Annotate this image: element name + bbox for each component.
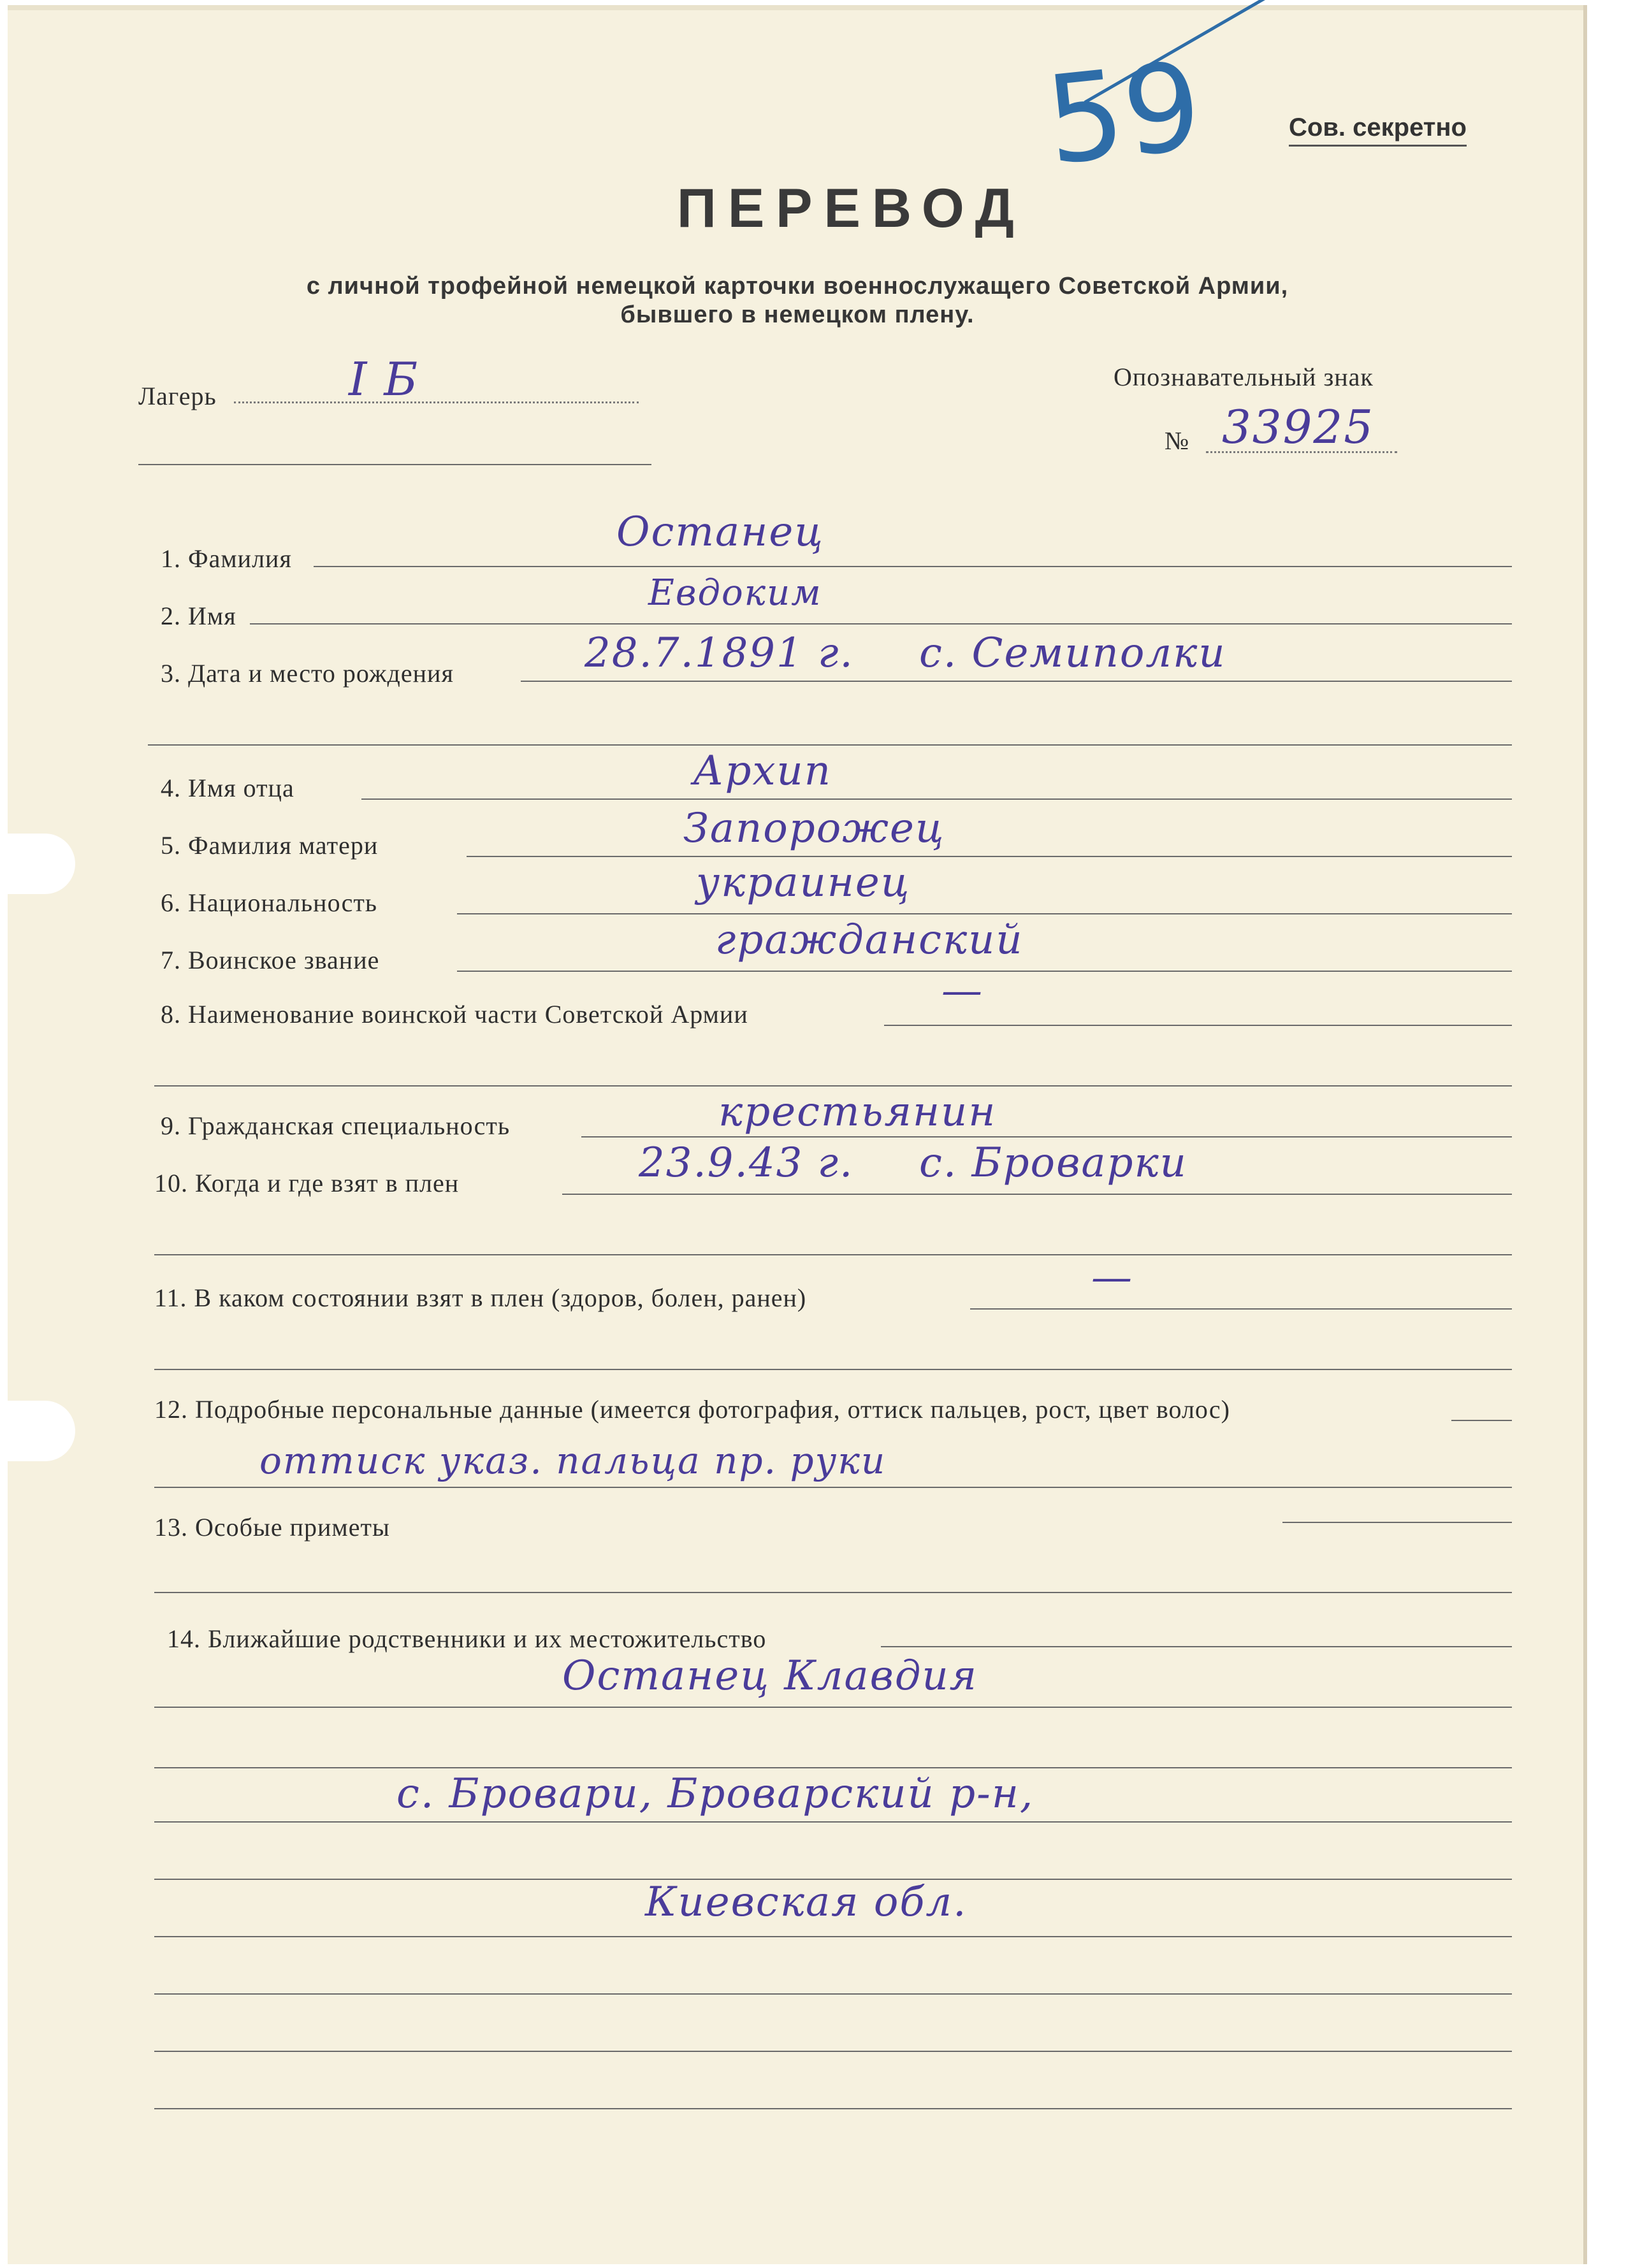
field-14-address-line1: с. Бровари, Броварский р-н, (396, 1770, 1034, 1817)
field-10-place-value: с. Броварки (919, 1139, 1187, 1187)
field-5-line (467, 856, 1512, 857)
field-4-value: Архип (693, 748, 832, 795)
field-3-date-value: 28.7.1891 г. (584, 630, 854, 677)
rule-line (138, 464, 651, 465)
field-4-line (361, 798, 1512, 800)
field-7-label: 7. Воинское звание (161, 946, 380, 974)
field-1-value: Останец (616, 509, 824, 556)
field-11-line (970, 1308, 1512, 1310)
field-2-value: Евдоким (648, 572, 822, 614)
rule-line (148, 744, 1512, 746)
rule-line (154, 1821, 1512, 1823)
field-12-value: оттиск указ. пальца пр. руки (259, 1439, 887, 1482)
field-14-address-line2: Киевская обл. (645, 1879, 968, 1926)
field-12-line (1451, 1420, 1512, 1421)
archive-stamp-number: 59 (1040, 35, 1208, 192)
camp-dotted-line (234, 401, 639, 403)
classification-label: Сов. секретно (1289, 113, 1467, 147)
field-5-label: 5. Фамилия матери (161, 831, 379, 860)
rule-line (154, 1085, 1512, 1087)
field-10-date-value: 23.9.43 г. (639, 1139, 854, 1187)
field-8-value: — (941, 967, 984, 1015)
field-3-line (521, 681, 1512, 682)
rule-line (154, 1936, 1512, 1937)
camp-label: Лагерь (138, 382, 217, 410)
rule-line (154, 1369, 1512, 1370)
field-7-line (457, 971, 1512, 972)
field-1-line (314, 566, 1512, 567)
field-2-line (250, 623, 1512, 625)
field-11-value: — (1091, 1254, 1133, 1301)
field-6-line (457, 913, 1512, 914)
rule-line (154, 1993, 1512, 1995)
field-10-label: 10. Когда и где взят в плен (154, 1169, 460, 1197)
field-1-label: 1. Фамилия (161, 544, 292, 573)
id-tag-label: Опознавательный знак (1114, 363, 1374, 391)
document-subtitle-line2: бывшего в немецком плену. (620, 301, 975, 328)
field-6-value: украинец (696, 859, 911, 906)
rule-line (154, 1254, 1512, 1255)
scan-edge (8, 5, 1583, 10)
rule-line (154, 1487, 1512, 1488)
document-title: ПЕРЕВОД (677, 178, 1026, 239)
field-7-value: гражданский (715, 916, 1024, 964)
field-11-label: 11. В каком состоянии взят в плен (здоров, болен, ранен) (154, 1283, 807, 1312)
field-3-label: 3. Дата и место рождения (161, 659, 454, 688)
field-14-line (881, 1646, 1512, 1647)
punch-hole (0, 1401, 75, 1461)
field-6-label: 6. Национальность (161, 888, 378, 917)
document-subtitle-line1: с личной трофейной немецкой карточки военнослужащего Советской Армии, (306, 273, 1289, 300)
rule-line (154, 1707, 1512, 1708)
camp-value: I Б (349, 352, 419, 406)
field-2-label: 2. Имя (161, 602, 236, 630)
field-4-label: 4. Имя отца (161, 774, 294, 802)
id-tag-number: 33925 (1222, 400, 1375, 454)
field-3-place-value: с. Семиполки (919, 630, 1226, 677)
punch-hole (0, 834, 75, 894)
field-8-line (884, 1025, 1512, 1026)
field-12-label: 12. Подробные персональные данные (имеется фотография, оттиск пальцев, рост, цвет волос) (154, 1395, 1230, 1424)
field-9-label: 9. Гражданская специальность (161, 1111, 511, 1140)
field-10-line (562, 1194, 1512, 1195)
field-14-relative-name: Останец Клавдия (562, 1652, 978, 1700)
rule-line (154, 2108, 1512, 2109)
field-13-label: 13. Особые приметы (154, 1513, 390, 1542)
field-9-line (581, 1136, 1512, 1138)
field-9-value: крестьянин (718, 1088, 997, 1136)
rule-line (154, 1767, 1512, 1768)
rule-line (154, 2051, 1512, 2052)
field-13-line (1282, 1522, 1512, 1523)
id-tag-number-prefix: № (1165, 426, 1190, 455)
rule-line (154, 1592, 1512, 1593)
field-14-label: 14. Ближайшие родственники и их местожительство (167, 1624, 767, 1653)
field-5-value: Запорожец (683, 805, 945, 852)
field-8-label: 8. Наименование воинской части Советской Армии (161, 1000, 748, 1029)
document-sheet (8, 5, 1587, 2264)
